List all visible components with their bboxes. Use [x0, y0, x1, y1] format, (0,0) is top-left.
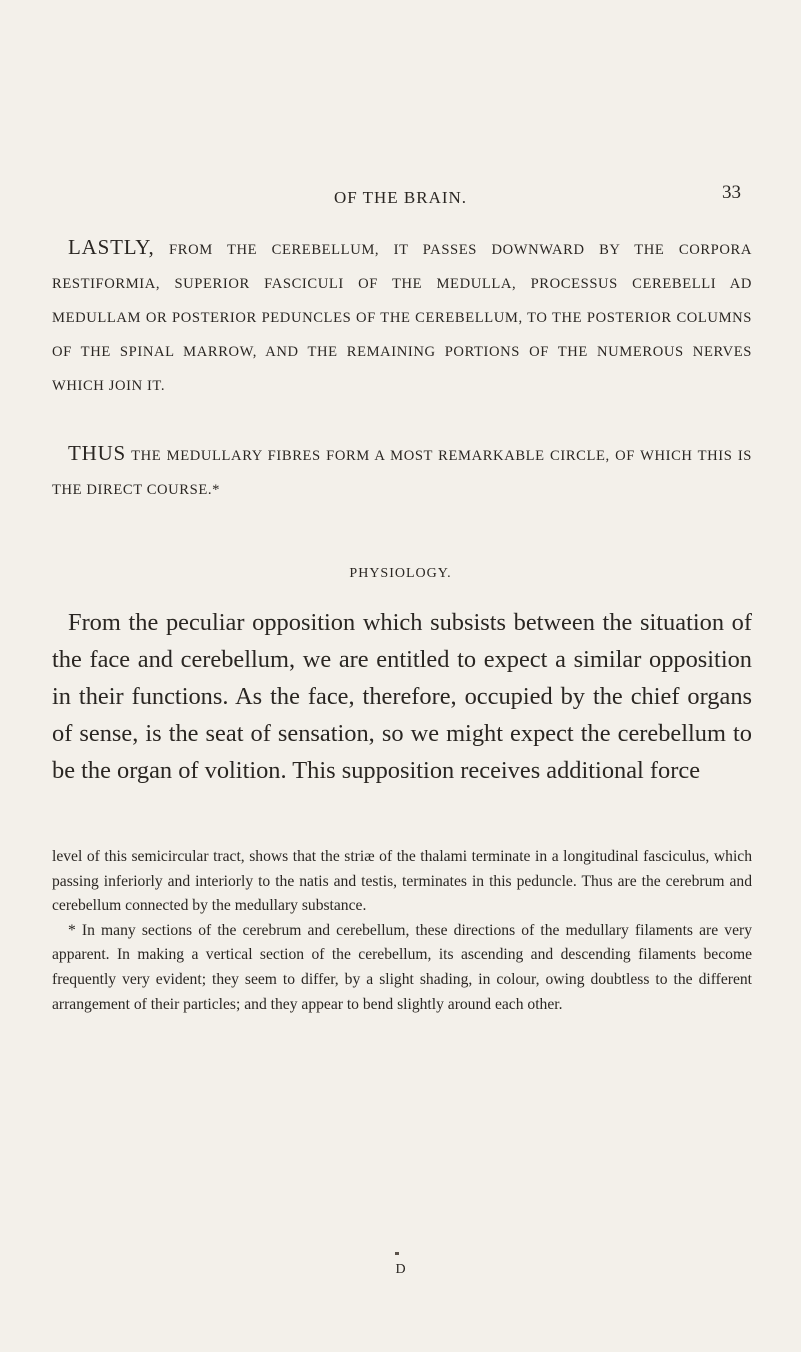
page-number: 33: [722, 182, 741, 203]
caps-text-thus: THE MEDULLARY FIBRES FORM A MOST REMARKABLE CIRCLE, OF WHICH THIS IS THE DIRECT COURSE.*: [52, 448, 752, 498]
section-heading: PHYSIOLOGY.: [349, 566, 452, 581]
caps-initial-lastly: LASTLY,: [68, 235, 155, 259]
body-text: [52, 604, 752, 789]
running-title: OF THE BRAIN.: [333, 188, 468, 207]
caps-paragraph-thus: [52, 436, 752, 507]
footnote-continued: level of this semicircular tract, shows that the striæ of the thalami terminate in a longitudinal fasciculus, which passing inferiorly and interiorly to the natis and testis, terminates in this peduncle. Thus are the cerebrum and cerebellum connected by the medullary substance.: [52, 848, 752, 915]
signature-dot: [395, 1252, 399, 1255]
caps-paragraph-lastly: [52, 230, 752, 403]
caps-initial-thus: THUS: [68, 441, 127, 465]
footnote-star: * In many sections of the cerebrum and cerebellum, these directions of the medullary filaments are very apparent. In making a vertical section of the cerebellum, its ascending and descending filaments become frequently very evident; they seem to differ, by a slight shading, in colour, owing doubtless to the different arrangement of their particles; and they appear to bend slightly around each other.: [52, 921, 752, 1013]
signature-mark: D: [395, 1262, 406, 1277]
caps-text-lastly: FROM THE CEREBELLUM, IT PASSES DOWNWARD BY THE CORPORA RESTIFORMIA, SUPERIOR FASCICULI OF THE MEDULLA, PROCESSUS CEREBELLI AD MEDULLAM OR POSTERIOR PEDUNCLES OF THE CEREBELLUM, TO THE POSTERIOR COLUMNS OF THE SPINAL MARROW, AND THE REMAINING PORTIONS OF THE NUMEROUS NERVES WHICH JOIN IT.: [52, 242, 752, 394]
footnotes: [52, 845, 752, 1017]
body-paragraph: From the peculiar opposition which subsists between the situation of the face and cerebellum, we are entitled to expect a similar opposition in their functions. As the face, therefore, occupied by the chief organs of sense, is the seat of sensation, so we might expect the cerebellum to be the organ of volition. This supposition receives additional force: [52, 609, 752, 784]
